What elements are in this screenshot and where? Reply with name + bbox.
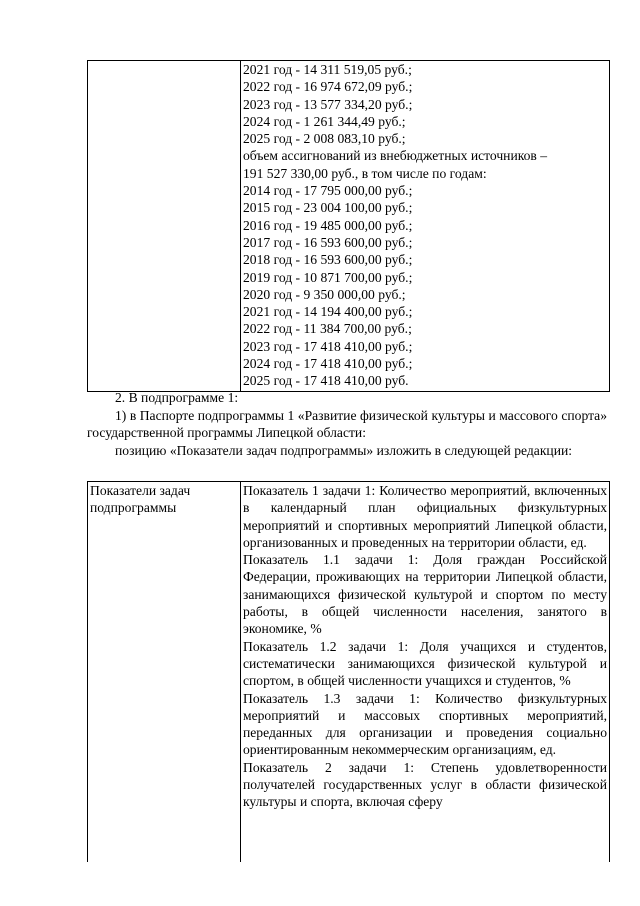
funding-line: 2024 год - 1 261 344,49 руб.; [243, 113, 406, 129]
indicator-item: Показатель 2 задачи 1: Степень удовлетворенности получателей государственных услуг в области физической культуры и спорта, включая сферу [243, 759, 607, 810]
funding-table-left-cell [88, 61, 241, 392]
funding-line: 2022 год - 11 384 700,00 руб.; [243, 321, 412, 337]
funding-line: объем ассигнований из внебюджетных источников – [243, 148, 548, 164]
funding-line: 2023 год - 17 418 410,00 руб.; [243, 338, 413, 354]
funding-table-right-cell [241, 61, 610, 392]
funding-line: 2016 год - 19 485 000,00 руб.; [243, 217, 413, 233]
indicator-item: Показатель 1.1 задачи 1: Доля граждан Российской Федерации, проживающих на территории Липецкой области, занимающихся физической культурой и спортом по месту работы, в общей численности населения, занятого в экономике, % [243, 552, 607, 637]
funding-line: 2020 год - 9 350 000,00 руб.; [243, 286, 406, 302]
indicators-content-cell [241, 482, 610, 863]
funding-line: 2021 год - 14 311 519,05 руб.; [243, 62, 412, 77]
funding-line: 191 527 330,00 руб., в том числе по годам: [243, 165, 487, 181]
funding-line: 2022 год - 16 974 672,09 руб.; [243, 79, 413, 95]
paragraph-position: позицию «Показатели задач подпрограммы» изложить в следующей редакции: [115, 442, 573, 458]
indicator-item: Показатель 1 задачи 1: Количество мероприятий, включенных в календарный план официальных физкультурных мероприятий и спортивных мероприятий Липецкой области, организованных и проведенных на территории области, ед. [243, 483, 607, 550]
indicator-item: Показатель 1.2 задачи 1: Доля учащихся и студентов, систематически занимающихся физической культурой и спортом, в общей численности учащихся и студентов, % [243, 638, 607, 689]
indicators-label: Показатели задач подпрограммы [90, 483, 191, 516]
paragraph-subprogram-heading: 2. В подпрограмме 1: [115, 390, 239, 405]
funding-line: 2018 год - 16 593 600,00 руб.; [243, 252, 413, 268]
funding-line: 2019 год - 10 871 700,00 руб.; [243, 269, 413, 285]
funding-line: 2025 год - 17 418 410,00 руб. [243, 373, 409, 389]
funding-line: 2021 год - 14 194 400,00 руб.; [243, 304, 413, 320]
funding-table [87, 60, 610, 392]
funding-line: 2025 год - 2 008 083,10 руб.; [243, 131, 406, 147]
body-text [87, 389, 607, 459]
indicator-item: Показатель 1.3 задачи 1: Количество физкультурных мероприятий и массовых спортивных мероприятий, переданных для организации и проведения социально ориентированным некоммерческим организациям, ед. [243, 690, 607, 758]
indicators-label-cell [88, 482, 241, 863]
paragraph-passport: 1) в Паспорте подпрограммы 1 «Развитие физической культуры и массового спорта» государственной программы Липецкой области: [87, 407, 607, 440]
funding-line: 2024 год - 17 418 410,00 руб.; [243, 356, 413, 372]
funding-line: 2014 год - 17 795 000,00 руб.; [243, 183, 413, 199]
indicators-table [87, 481, 610, 862]
funding-line: 2015 год - 23 004 100,00 руб.; [243, 200, 413, 216]
funding-line: 2017 год - 16 593 600,00 руб.; [243, 234, 413, 250]
funding-line: 2023 год - 13 577 334,20 руб.; [243, 96, 413, 112]
